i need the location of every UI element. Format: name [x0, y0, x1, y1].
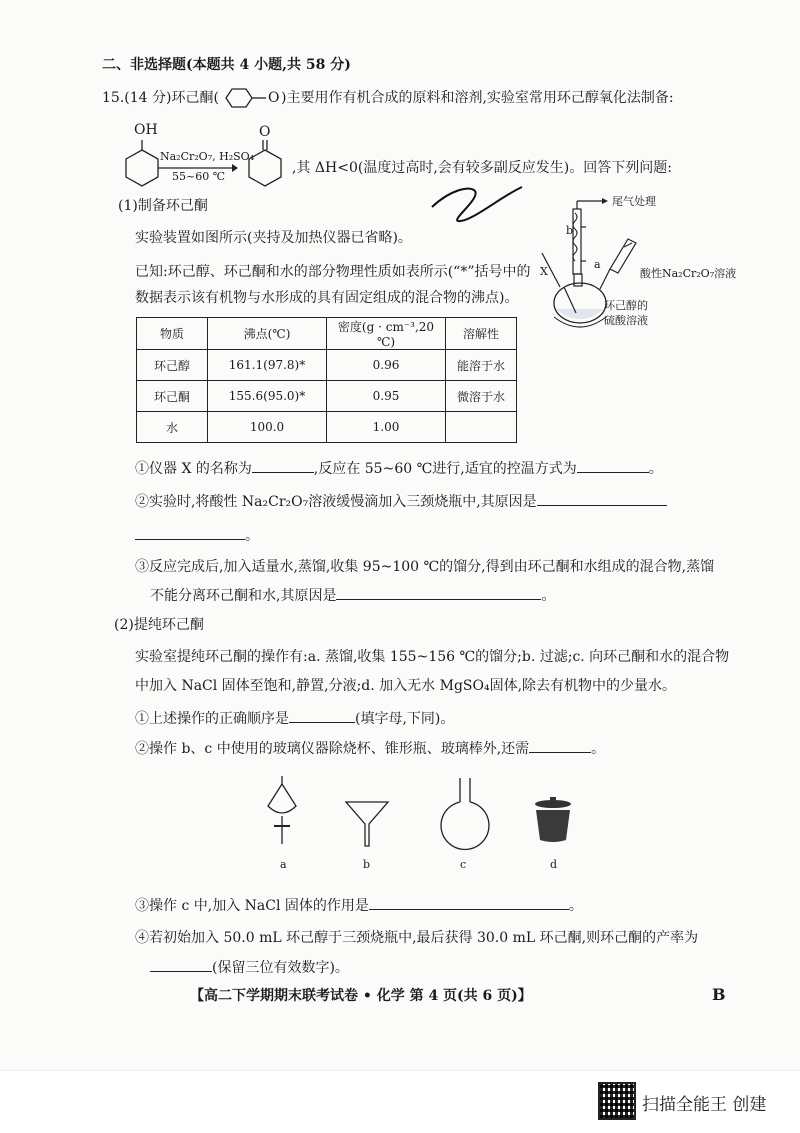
header-solubility: 溶解性: [446, 318, 517, 350]
funnel-icon: [344, 800, 390, 848]
p1-q1-line: [135, 458, 663, 479]
reaction-conditions: 55~60 ℃: [172, 170, 226, 183]
answer-blank[interactable]: [150, 957, 212, 972]
table-cell: 水: [137, 412, 208, 443]
qr-code-icon: [598, 1082, 636, 1120]
p2-q3-end: 。: [568, 898, 583, 914]
p1-q2-cont: [135, 525, 259, 546]
p2-q3-text: ③操作 c 中,加入 NaCl 固体的作用是: [135, 898, 369, 914]
part2-ops-line2: 中加入 NaCl 固体至饱和,静置,分液;d. 加入无水 MgSO₄固体,除去有机物中的少量水。: [135, 678, 677, 694]
glassware-label-b: b: [363, 858, 371, 871]
label-flask-line2: 硫酸溶液: [604, 314, 648, 327]
p1-q1-end: 。: [648, 461, 663, 477]
table-row: [137, 381, 517, 412]
header-density: 密度(g · cm⁻³,20 ℃): [327, 318, 446, 350]
answer-blank[interactable]: [369, 895, 569, 910]
separatory-funnel-icon: [262, 776, 302, 846]
part1-title: (1)制备环己酮: [118, 198, 208, 214]
answer-blank[interactable]: [577, 458, 649, 473]
answer-blank[interactable]: [252, 458, 314, 473]
paper-version: B: [712, 985, 726, 1004]
p1-q3-line1: ③反应完成后,加入适量水,蒸馏,收集 95~100 ℃的馏分,得到由环己酮和水组成的混合物,蒸馏: [135, 559, 715, 575]
p2-q4-line2: [150, 957, 349, 978]
table-cell: 0.96: [327, 350, 446, 381]
label-b: b: [566, 224, 574, 237]
p1-q3-text: 不能分离环己酮和水,其原因是: [150, 588, 337, 604]
reaction-tail-text: ,其 ΔH<0(温度过高时,会有较多副反应发生)。回答下列问题:: [292, 160, 672, 176]
table-cell: 环己酮: [137, 381, 208, 412]
header-boiling-point: 沸点(℃): [208, 318, 327, 350]
label-a: a: [594, 258, 601, 271]
table-cell: 155.6(95.0)*: [208, 381, 327, 412]
label-x: X: [540, 265, 548, 278]
p2-q4-line1: ④若初始加入 50.0 mL 环己醇于三颈烧瓶中,最后获得 30.0 mL 环己酮,则环己酮的产率为: [135, 930, 699, 946]
answer-blank[interactable]: [336, 585, 541, 600]
pen-scribble-mark: [430, 185, 530, 225]
answer-blank[interactable]: [135, 525, 245, 540]
label-tail-gas: 尾气处理: [612, 195, 656, 208]
p2-q1-text-a: ①上述操作的正确顺序是: [135, 711, 289, 727]
header-substance: 物质: [137, 318, 208, 350]
p2-q2-end: 。: [591, 741, 606, 757]
page-footer: 【高二下学期期末联考试卷 • 化学 第 4 页(共 6 页)】: [190, 988, 532, 1004]
product-o-label: O: [259, 124, 271, 140]
p1-q2-line: [135, 491, 667, 512]
properties-table: [136, 317, 517, 443]
label-flask-line1: 环己醇的: [604, 299, 648, 312]
answer-blank[interactable]: [529, 738, 591, 753]
p2-q2-text: ②操作 b、c 中使用的玻璃仪器除烧杯、锥形瓶、玻璃棒外,还需: [135, 741, 530, 757]
part2-title: (2)提纯环己酮: [114, 617, 204, 633]
glassware-label-d: d: [550, 858, 558, 871]
p2-q1-line: [135, 708, 454, 729]
p1-q1-text-b: ,反应在 55~60 ℃进行,适宜的控温方式为: [313, 461, 577, 477]
table-cell: 1.00: [327, 412, 446, 443]
table-cell: 能溶于水: [446, 350, 517, 381]
table-cell: 161.1(97.8)*: [208, 350, 327, 381]
table-cell: 100.0: [208, 412, 327, 443]
p2-q2-line: [135, 738, 605, 759]
part1-known-line2: 数据表示该有机物与水形成的具有固定组成的混合物的沸点)。: [135, 290, 519, 306]
table-cell: 环己醇: [137, 350, 208, 381]
part1-setup: 实验装置如图所示(夹持及加热仪器已省略)。: [135, 230, 412, 246]
table-row: [137, 412, 517, 443]
table-row: [137, 350, 517, 381]
section-header: 二、非选择题(本题共 4 小题,共 58 分): [102, 57, 351, 73]
reaction-reagents: Na₂Cr₂O₇, H₂SO₄: [160, 150, 255, 163]
table-header-row: [137, 318, 517, 350]
p2-q3-line: [135, 895, 583, 916]
part2-ops-line1: 实验室提纯环己酮的操作有:a. 蒸馏,收集 155~156 ℃的馏分;b. 过滤;c. 向环己酮和水的混合物: [135, 649, 730, 665]
label-dichromate: 酸性Na₂Cr₂O₇溶液: [640, 267, 737, 280]
p1-q3-line2: [150, 585, 555, 606]
p1-q2-end: 。: [245, 528, 259, 544]
p1-q1-text-a: ①仪器 X 的名称为: [135, 461, 252, 477]
q15-intro-start: 15.(14 分)环己酮(: [102, 90, 219, 106]
p1-q2-text: ②实验时,将酸性 Na₂Cr₂O₇溶液缓慢滴加入三颈烧瓶中,其原因是: [135, 494, 537, 510]
p1-q3-end: 。: [541, 588, 556, 604]
table-cell: [446, 412, 517, 443]
q15-intro-rest: )主要用作有机合成的原料和溶剂,实验室常用环己醇氧化法制备:: [281, 90, 674, 106]
reactant-oh-label: OH: [134, 122, 158, 138]
table-cell: 0.95: [327, 381, 446, 412]
part1-known-line1: 已知:环己醇、环己酮和水的部分物理性质如表所示(“*”括号中的: [135, 264, 531, 280]
glassware-label-a: a: [280, 858, 287, 871]
round-bottom-flask-icon: [438, 778, 492, 848]
answer-blank[interactable]: [537, 491, 667, 506]
answer-blank[interactable]: [289, 708, 355, 723]
glassware-label-c: c: [460, 858, 467, 871]
scanner-watermark: 扫描全能王 创建: [642, 1095, 767, 1115]
p2-q1-text-b: (填字母,下同)。: [355, 711, 455, 727]
inline-oxygen-label: O: [268, 90, 280, 106]
crucible-icon: [528, 796, 578, 846]
p2-q4-text: (保留三位有效数字)。: [212, 960, 349, 976]
table-cell: 微溶于水: [446, 381, 517, 412]
